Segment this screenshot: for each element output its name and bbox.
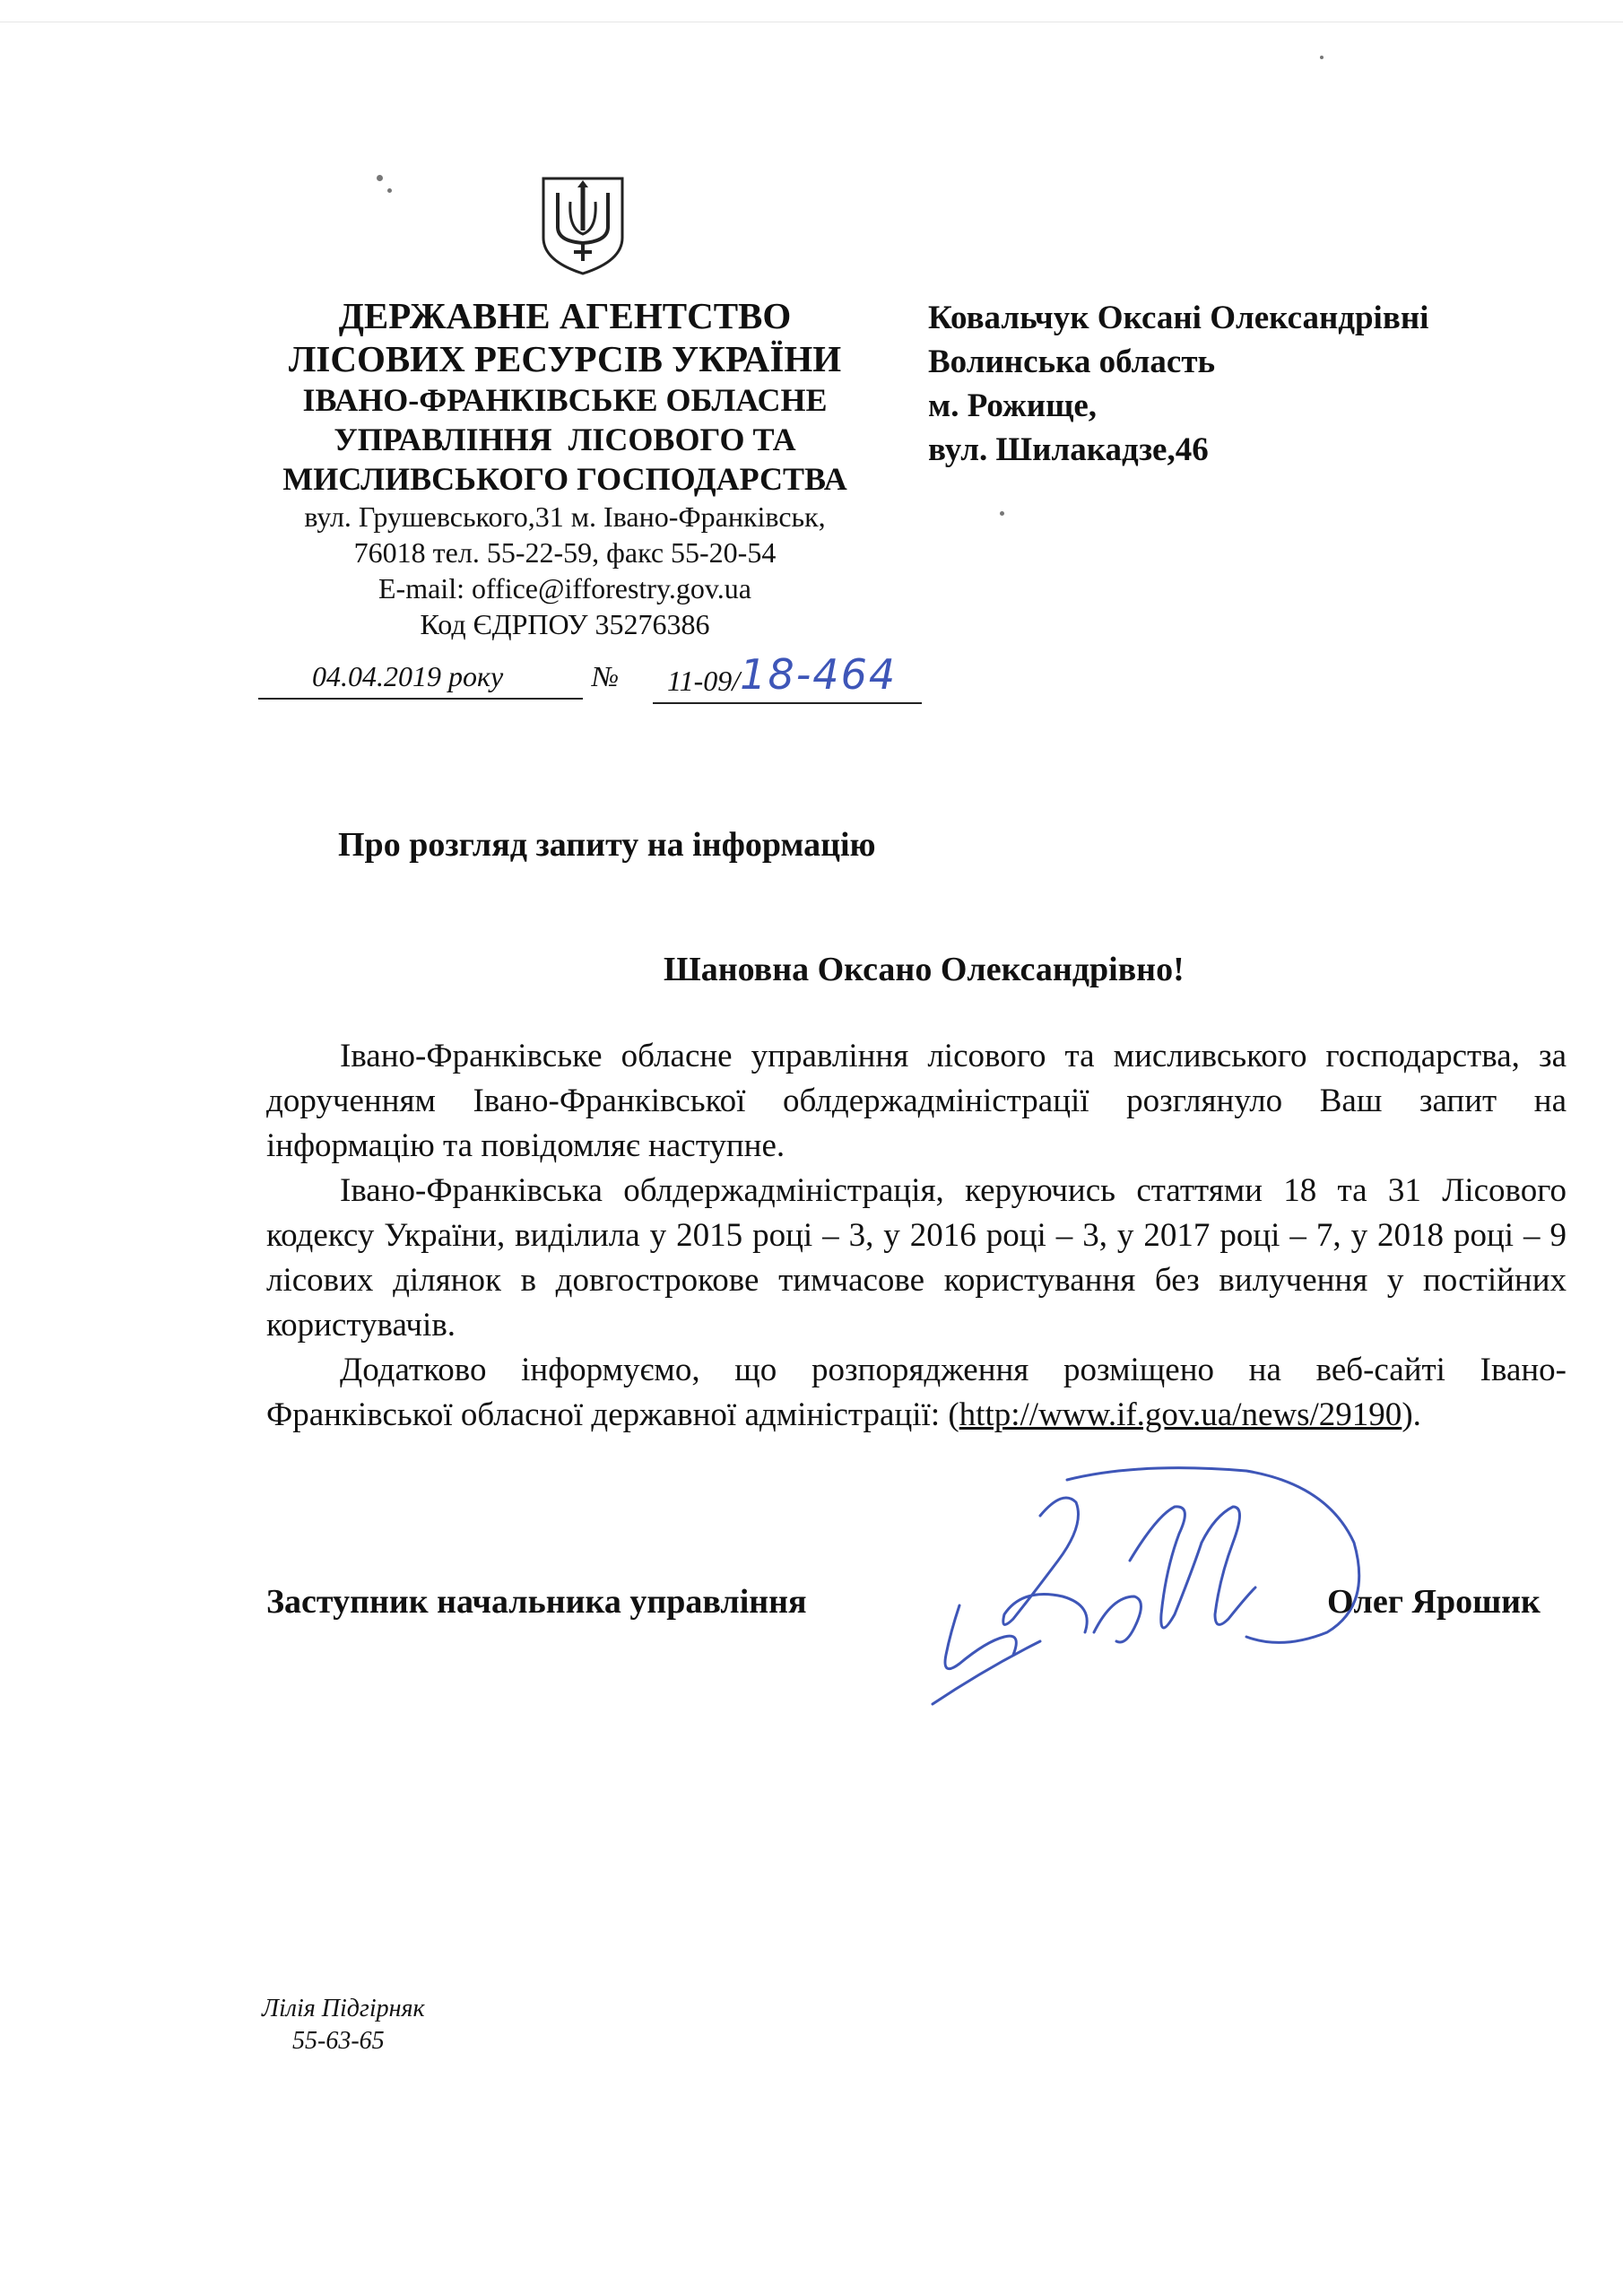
letter-salutation: Шановна Оксано Олександрівно! <box>664 951 1185 988</box>
recipient-address-block <box>928 296 1574 472</box>
executor-name: Лілія Підгірняк <box>262 1995 425 2022</box>
executor-phone: 55-63-65 <box>292 2027 385 2055</box>
letter-subject: Про розгляд запиту на інформацію <box>338 826 876 864</box>
body-paragraph-3 <box>266 1348 1567 1438</box>
agency-name-line-1: ДЕРЖАВНЕ АГЕНТСТВО <box>338 295 792 336</box>
department-line-1: ІВАНО-ФРАНКІВСЬКЕ ОБЛАСНЕ <box>302 382 828 418</box>
ukraine-trident-emblem-icon <box>538 175 628 275</box>
recipient-line-2: Волинська область <box>928 344 1216 380</box>
sender-edrpou-code: Код ЄДРПОУ 35276386 <box>420 608 710 640</box>
registration-row <box>258 650 931 705</box>
letter-body <box>266 1034 1567 1438</box>
registration-number-sign: № <box>592 660 620 692</box>
recipient-line-4: вул. Шилакадзе,46 <box>928 431 1209 468</box>
recipient-line-1: Ковальчук Оксані Олександрівні <box>928 300 1429 336</box>
sender-letterhead <box>242 294 888 642</box>
registration-date: 04.04.2019 року <box>258 655 583 700</box>
body-paragraph-3-end: ). <box>1402 1396 1421 1433</box>
sender-address-line-2: 76018 тел. 55-22-59, факс 55-20-54 <box>353 536 777 569</box>
body-paragraph-1: Івано-Франківське обласне управління лісового та мисливського господарства, за дорученням Івано-Франківської облдержадміністрації розглянуло Ваш запит на інформацію та повідомляє наступне. <box>266 1038 1567 1164</box>
signatory-name: Олег Ярошик <box>1327 1583 1541 1621</box>
sender-address-line-1: вул. Грушевського,31 м. Івано-Франківськ, <box>304 500 826 533</box>
scan-speck <box>387 188 392 193</box>
department-line-2: УПРАВЛІННЯ ЛІСОВОГО ТА <box>334 422 796 457</box>
website-link[interactable]: http://www.if.gov.ua/news/29190 <box>959 1396 1402 1433</box>
body-paragraph-2: Івано-Франківська облдержадміністрація, керуючись статтями 18 та 31 Лісового кодексу України, виділила у 2015 році – 3, у 2016 році – 3, у 2017 році – 7, у 2018 році – 9 лісових ділянок в довгострокове тимчасове користування без вилучення у постійних користувачів. <box>266 1172 1567 1344</box>
registration-number-prefix: 11-09/ <box>667 665 741 697</box>
agency-name-line-2: ЛІСОВИХ РЕСУРСІВ УКРАЇНИ <box>288 338 842 379</box>
department-line-3: МИСЛИВСЬКОГО ГОСПОДАРСТВА <box>282 461 847 497</box>
sender-email: E-mail: office@ifforestry.gov.ua <box>378 572 751 604</box>
body-paragraph-3-text: Додатково інформуємо, що розпорядження розміщено на веб-сайті Івано-Франківської обласної державної адміністрації: ( <box>266 1352 1567 1433</box>
scan-speck <box>377 175 383 181</box>
scan-edge <box>0 0 1623 22</box>
handwritten-signature-icon <box>906 1462 1372 1731</box>
registration-number <box>653 650 922 704</box>
scan-speck <box>1000 511 1004 516</box>
signatory-title: Заступник начальника управління <box>266 1583 807 1621</box>
registration-number-handwritten: 18-464 <box>740 650 898 699</box>
scan-speck <box>1320 56 1324 59</box>
recipient-line-3: м. Рожище, <box>928 387 1098 424</box>
executor-note <box>262 1993 425 2057</box>
